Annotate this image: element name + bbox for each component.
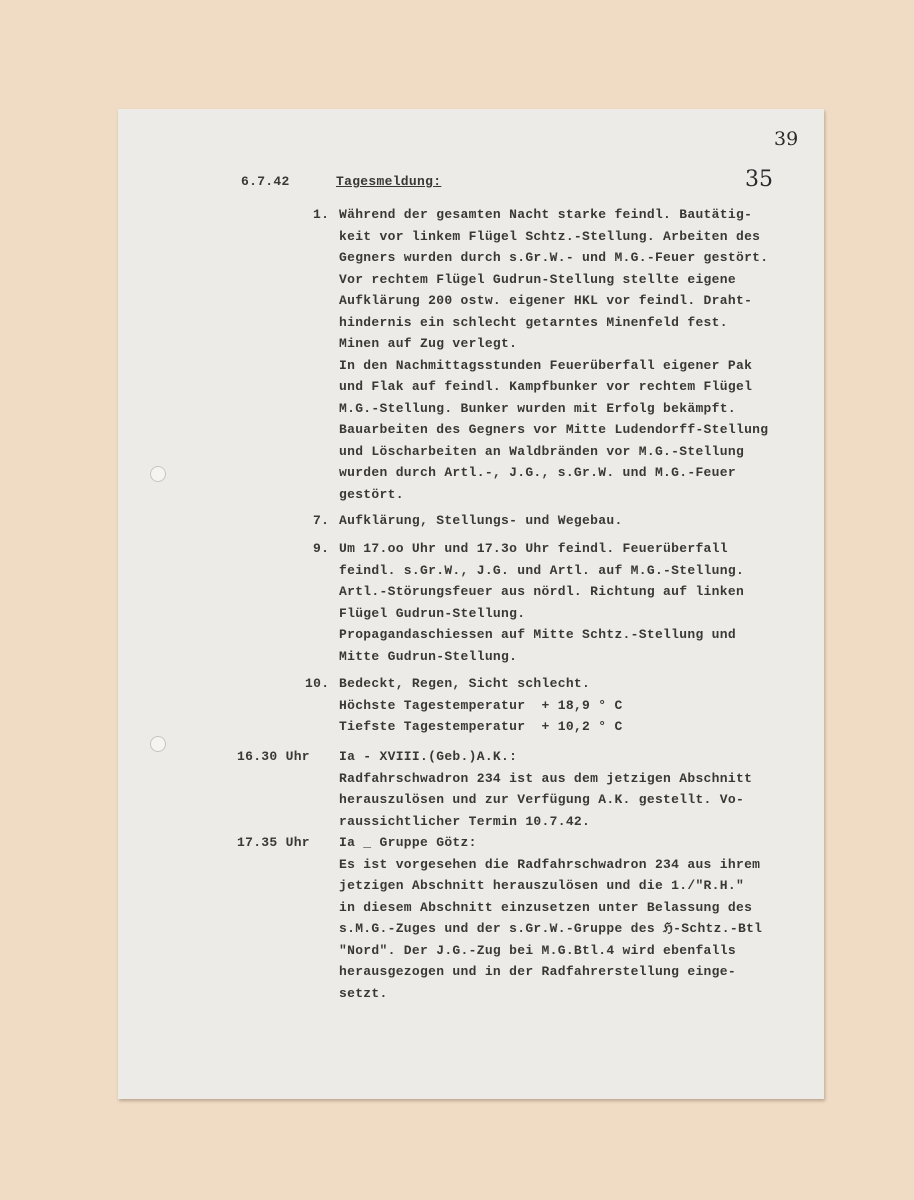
entry-line: raussichtlicher Termin 10.7.42. bbox=[339, 813, 591, 829]
item-line: Artl.-Störungsfeuer aus nördl. Richtung auf linken bbox=[339, 584, 745, 599]
item-line: feindl. s.Gr.W., J.G. und Artl. auf M.G.-Stellung. bbox=[339, 562, 745, 578]
item-line: Minen auf Zug verlegt. bbox=[339, 336, 518, 351]
item-line: Aufklärung, Stellungs- und Wegebau. bbox=[339, 513, 623, 528]
entry-time: 17.35 Uhr bbox=[237, 835, 310, 850]
entry-line: Es ist vorgesehen die Radfahrschwadron 234 aus ihrem bbox=[339, 856, 761, 872]
entry-line: jetzigen Abschnitt herauszulösen und die 1./"R.H." bbox=[339, 878, 745, 893]
item-line: In den Nachmittagsstunden Feuerüberfall eigener Pak bbox=[339, 357, 753, 373]
item-line: Tiefste Tagestemperatur + 10,2 ° C bbox=[339, 719, 623, 734]
item-number: 9. bbox=[313, 541, 330, 556]
item-line: Um 17.oo Uhr und 17.3o Uhr feindl. Feuerüberfall bbox=[339, 541, 728, 556]
item-line: Gegners wurden durch s.Gr.W.- und M.G.-Feuer gestört. bbox=[339, 250, 769, 265]
page-number-top: 39 bbox=[774, 128, 799, 150]
entry-line: s.M.G.-Zuges und der s.Gr.W.-Gruppe des ℌ-Schtz.-Btl bbox=[339, 921, 763, 936]
entry-line: setzt. bbox=[339, 985, 388, 1001]
item-line: Aufklärung 200 ostw. eigener HKL vor feindl. Draht- bbox=[339, 293, 753, 308]
entry-line: "Nord". Der J.G.-Zug bei M.G.Btl.4 wird ebenfalls bbox=[339, 942, 736, 958]
item-line: Höchste Tagestemperatur + 18,9 ° C bbox=[339, 697, 623, 713]
item-line: wurden durch Artl.-, J.G., s.Gr.W. und M.G.-Feuer bbox=[339, 465, 736, 480]
punch-hole bbox=[150, 466, 166, 482]
item-number: 10. bbox=[305, 676, 330, 691]
item-line: Vor rechtem Flügel Gudrun-Stellung stellte eigene bbox=[339, 271, 736, 287]
entry-line: Radfahrschwadron 234 ist aus dem jetzigen Abschnitt bbox=[339, 770, 753, 786]
item-line: Bedeckt, Regen, Sicht schlecht. bbox=[339, 676, 591, 691]
entry-line: herausgezogen und in der Radfahrerstellung einge- bbox=[339, 964, 736, 979]
item-line: M.G.-Stellung. Bunker wurden mit Erfolg bekämpft. bbox=[339, 400, 736, 416]
item-line: Bauarbeiten des Gegners vor Mitte Ludendorff-Stellung bbox=[339, 422, 769, 437]
report-date: 6.7.42 bbox=[241, 174, 290, 189]
item-number: 7. bbox=[313, 513, 330, 528]
item-line: keit vor linkem Flügel Schtz.-Stellung. Arbeiten des bbox=[339, 228, 761, 244]
item-line: Flügel Gudrun-Stellung. bbox=[339, 605, 526, 621]
entry-line: Ia - XVIII.(Geb.)A.K.: bbox=[339, 749, 518, 764]
entry-line: in diesem Abschnitt einzusetzen unter Belassung des bbox=[339, 899, 753, 915]
punch-hole bbox=[150, 736, 166, 752]
item-line: und Flak auf feindl. Kampfbunker vor rechtem Flügel bbox=[339, 379, 753, 394]
entry-line: herauszulösen und zur Verfügung A.K. gestellt. Vo- bbox=[339, 792, 745, 807]
item-number: 1. bbox=[313, 207, 330, 222]
entry-line: Ia _ Gruppe Götz: bbox=[339, 835, 477, 850]
item-line: Propagandaschiessen auf Mitte Schtz.-Stellung und bbox=[339, 627, 736, 642]
item-line: Während der gesamten Nacht starke feindl. Bautätig- bbox=[339, 207, 753, 222]
entry-time: 16.30 Uhr bbox=[237, 749, 310, 764]
item-line: Mitte Gudrun-Stellung. bbox=[339, 648, 518, 664]
report-heading: Tagesmeldung: bbox=[336, 174, 442, 189]
item-line: und Löscharbeiten an Waldbränden vor M.G.-Stellung bbox=[339, 443, 745, 459]
page-number-second: 35 bbox=[745, 167, 773, 192]
item-line: hindernis ein schlecht getarntes Minenfeld fest. bbox=[339, 314, 728, 330]
item-line: gestört. bbox=[339, 486, 404, 502]
